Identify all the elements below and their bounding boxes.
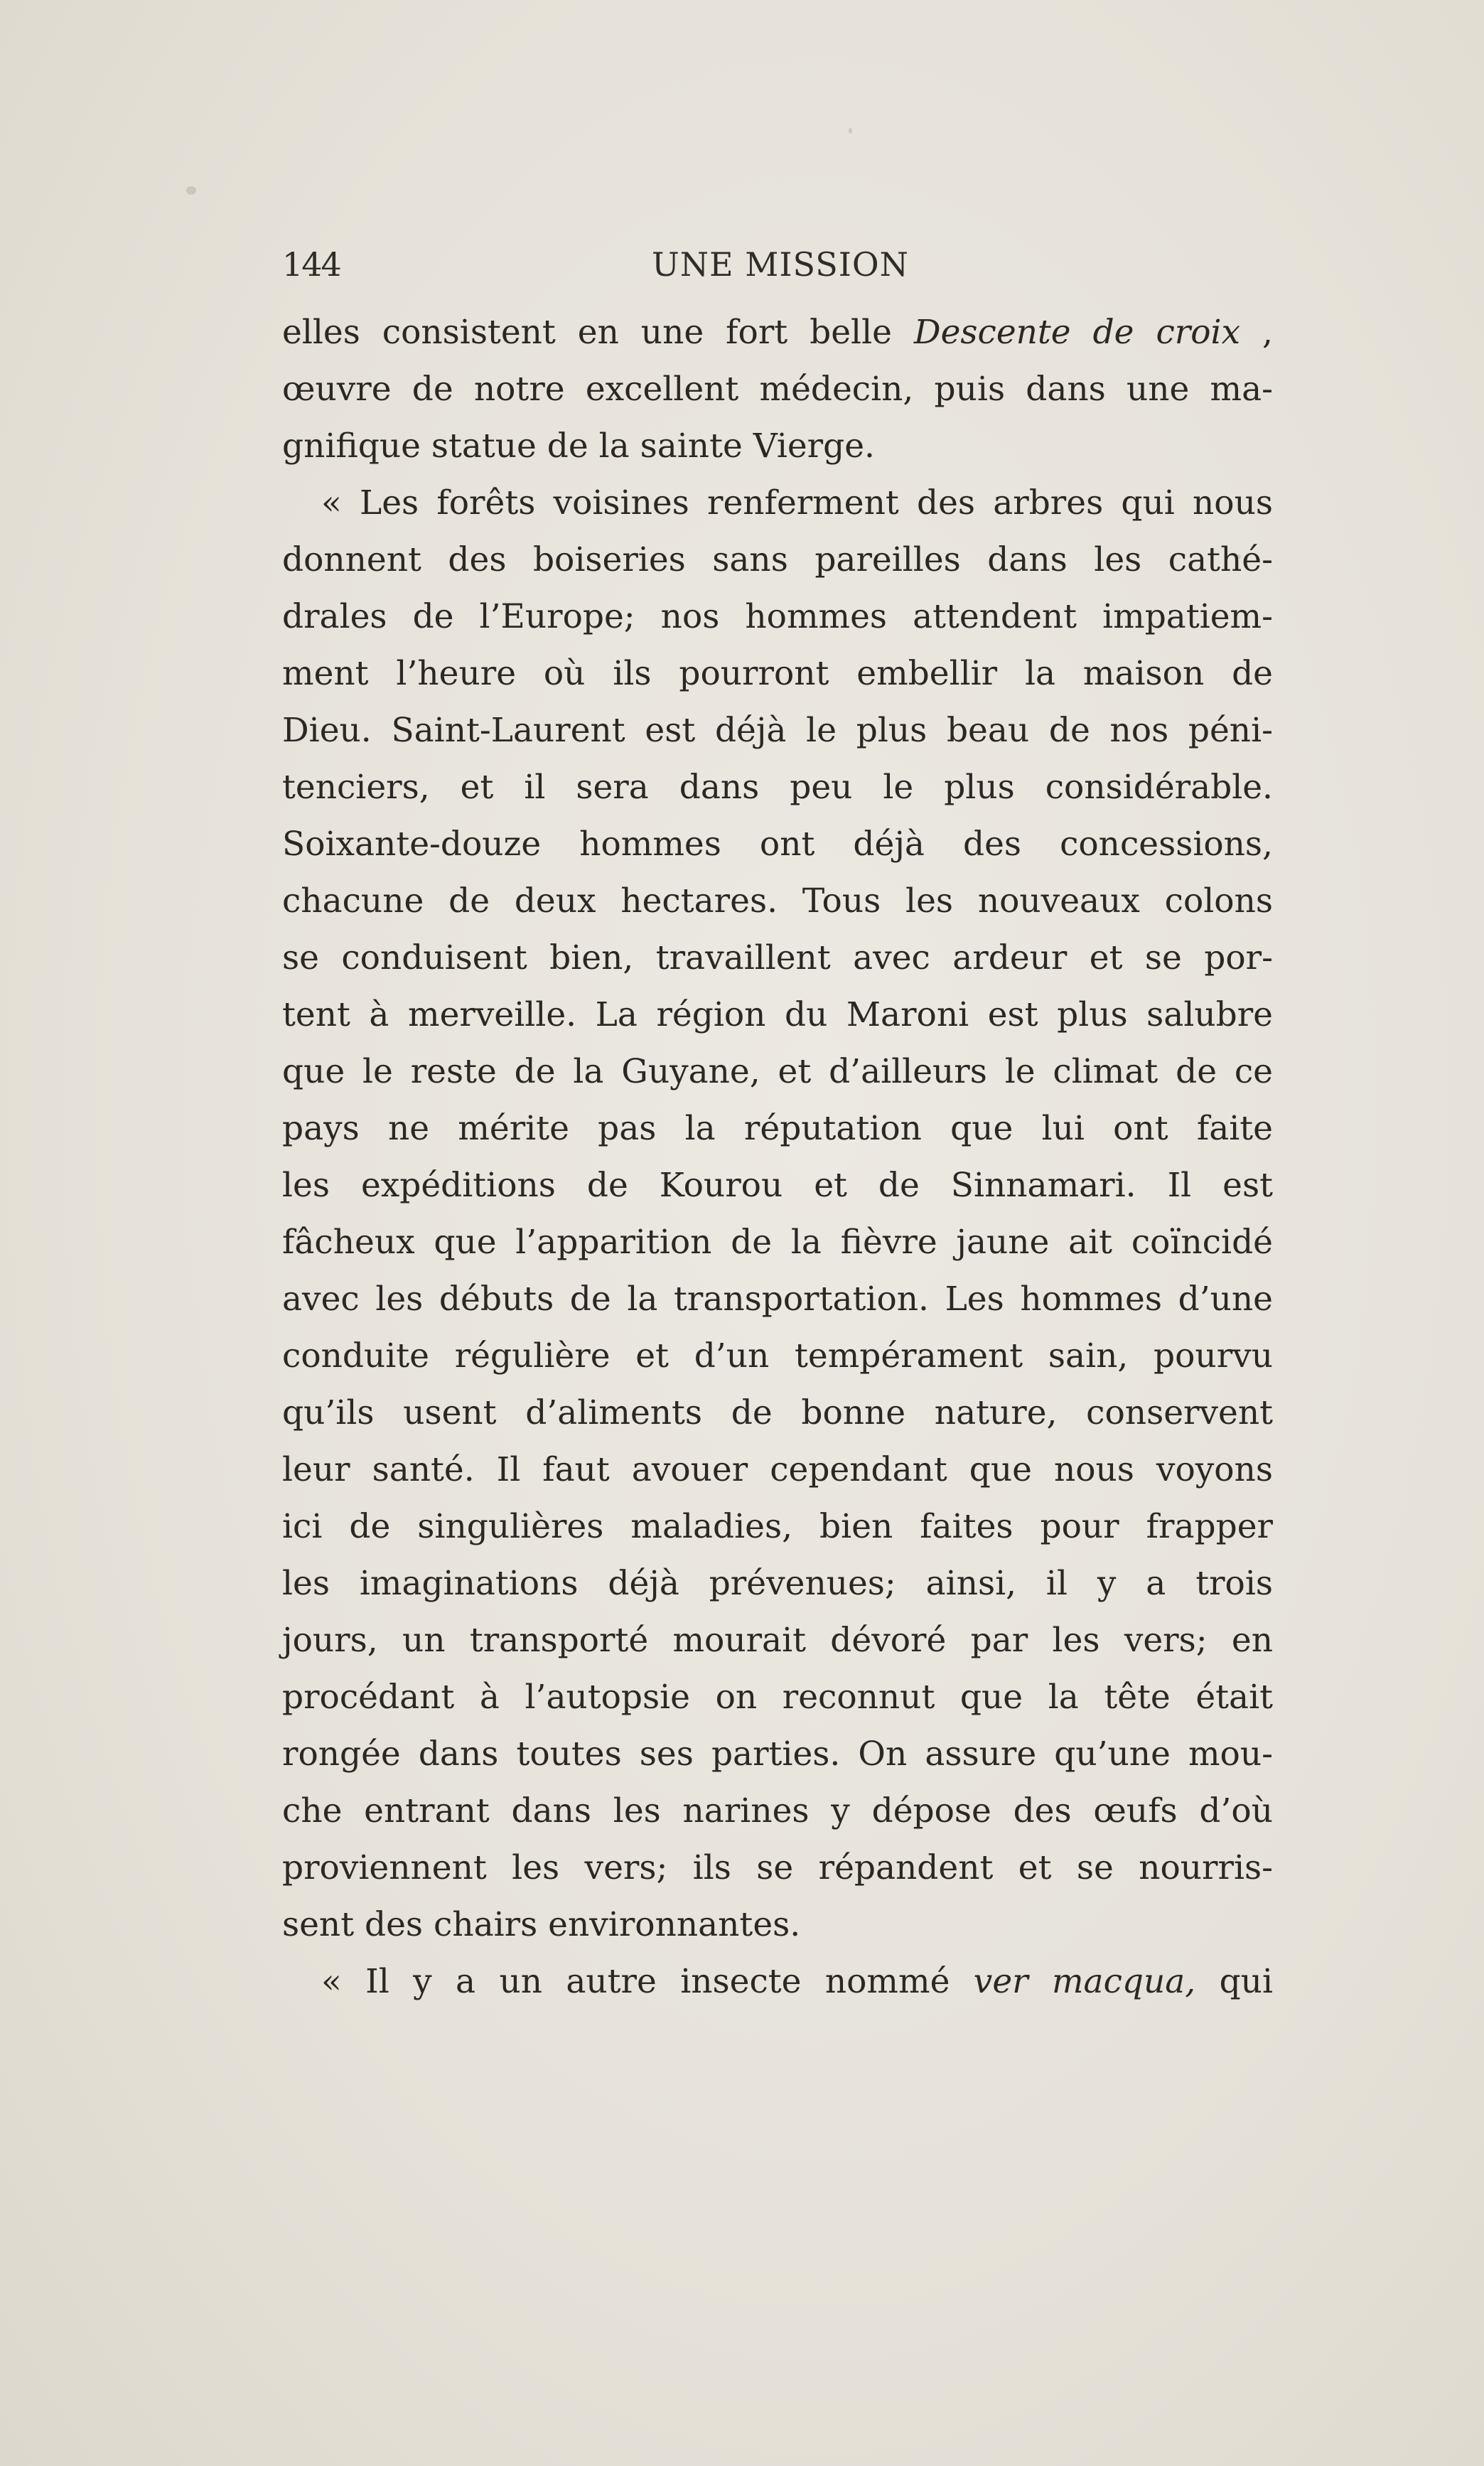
body-text bbox=[282, 304, 1273, 2010]
text-line: chacune de deux hectares. Tous les nouveaux colons bbox=[282, 881, 1273, 921]
running-head: UNE MISSION bbox=[652, 245, 909, 284]
text-line: avec les débuts de la transportation. Les hommes d’une bbox=[282, 1280, 1273, 1319]
text-line: proviennent les vers; ils se répandent et se nourris- bbox=[282, 1848, 1273, 1887]
text-line: qu’ils usent d’aliments de bonne nature, conservent bbox=[282, 1393, 1273, 1432]
italic-title: Descente de croix bbox=[913, 313, 1241, 352]
page-header bbox=[282, 245, 1273, 295]
paper-speck bbox=[186, 186, 196, 195]
text-line: leur santé. Il faut avouer cependant que nous voyons bbox=[282, 1450, 1273, 1489]
text-line: se conduisent bien, travaillent avec ardeur et se por- bbox=[282, 938, 1273, 977]
text-line: œuvre de notre excellent médecin, puis dans une ma- bbox=[282, 370, 1273, 409]
italic-term: ver macqua, bbox=[973, 1962, 1196, 2001]
page-number: 144 bbox=[282, 245, 340, 284]
paper-speck bbox=[849, 128, 852, 134]
text-line: rongée dans toutes ses parties. On assure qu’une mou- bbox=[282, 1735, 1273, 1774]
text-line: gnifique statue de la sainte Vierge. bbox=[282, 427, 875, 466]
text-line: che entrant dans les narines y dépose des œufs d’où bbox=[282, 1791, 1273, 1830]
text-line: les imaginations déjà prévenues; ainsi, il y a trois bbox=[282, 1564, 1273, 1603]
paragraph-start-line: « Il y a un autre insecte nommé ver macqua, qui bbox=[321, 1962, 1273, 2001]
text-line: Soixante-douze hommes ont déjà des concessions, bbox=[282, 825, 1273, 864]
text-line: les expéditions de Kourou et de Sinnamari. Il est bbox=[282, 1166, 1273, 1205]
text-line: jours, un transporté mourait dévoré par les vers; en bbox=[282, 1621, 1273, 1660]
text-line: procédant à l’autopsie on reconnut que la tête était bbox=[282, 1678, 1273, 1717]
text-line: tenciers, et il sera dans peu le plus considérable. bbox=[282, 768, 1273, 807]
text-line: ici de singulières maladies, bien faites pour frapper bbox=[282, 1507, 1273, 1546]
text-line: ment l’heure où ils pourront embellir la maison de bbox=[282, 654, 1273, 693]
text-line: Dieu. Saint-Laurent est déjà le plus beau de nos péni- bbox=[282, 711, 1273, 750]
text-line: drales de l’Europe; nos hommes attendent impatiem- bbox=[282, 597, 1273, 636]
text-line: que le reste de la Guyane, et d’ailleurs le climat de ce bbox=[282, 1052, 1273, 1091]
text-line: tent à merveille. La région du Maroni est plus salubre bbox=[282, 995, 1273, 1034]
text-line: elles consistent en une fort belle Descente de croix , bbox=[282, 313, 1273, 352]
text-line: fâcheux que l’apparition de la fièvre jaune ait coïncidé bbox=[282, 1223, 1273, 1262]
text-line: sent des chairs environnantes. bbox=[282, 1905, 801, 1944]
paragraph-start-line: « Les forêts voisines renferment des arbres qui nous bbox=[321, 483, 1273, 522]
text-line: donnent des boiseries sans pareilles dans les cathé- bbox=[282, 540, 1273, 579]
text-line: conduite régulière et d’un tempérament sain, pourvu bbox=[282, 1336, 1273, 1376]
text-line: pays ne mérite pas la réputation que lui ont faite bbox=[282, 1109, 1273, 1148]
